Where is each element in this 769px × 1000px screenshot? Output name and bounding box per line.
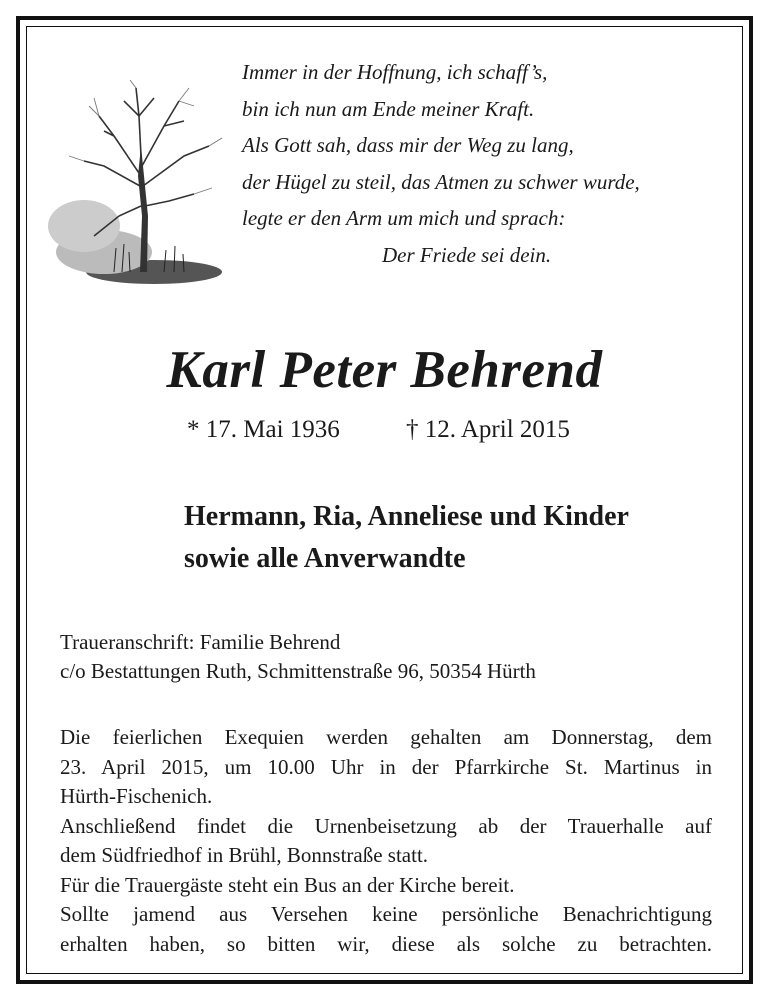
body-line: 23. April 2015, um 10.00 Uhr in der Pfarrkirche St. Martinus in (60, 754, 712, 779)
birth-date: * 17. Mai 1936 (187, 416, 340, 443)
poem-line: Der Friede sei dein. (382, 242, 552, 267)
body-line: Anschließend findet die Urnenbeisetzung ab der Trauerhalle auf (60, 813, 712, 838)
poem-line: bin ich nun am Ende meiner Kraft. (242, 96, 535, 121)
poem-line: Immer in der Hoffnung, ich schaff’s, (242, 60, 548, 84)
body-line: dem Südfriedhof in Brühl, Bonnstraße statt. (60, 843, 429, 867)
address-line: Traueranschrift: Familie Behrend (60, 630, 341, 654)
funeral-details (60, 723, 712, 959)
body-line: erhalten haben, so bitten wir, diese als solche zu betrachten. (60, 931, 712, 956)
mourners-line: sowie alle Anverwandte (184, 543, 466, 574)
tree-illustration (44, 76, 230, 302)
body-line: Die feierlichen Exequien werden gehalten am Donnerstag, dem (60, 725, 712, 749)
body-line: Sollte jamend aus Versehen keine persönliche Benachrichtigung (60, 902, 712, 926)
body-line: Hürth-Fischenich. (60, 784, 213, 808)
address-line: c/o Bestattungen Ruth, Schmittenstraße 96, 50354 Hürth (60, 659, 536, 683)
poem-line: der Hügel zu steil, das Atmen zu schwer wurde, (242, 169, 640, 194)
poem (242, 54, 640, 273)
poem-line: Als Gott sah, dass mir der Weg zu lang, (242, 133, 574, 157)
mourning-address (60, 628, 536, 686)
death-date: † 12. April 2015 (406, 416, 570, 443)
body-line: Für die Trauergäste steht ein Bus an der Kirche bereit. (60, 872, 515, 897)
poem-line: legte er den Arm um mich und sprach: (242, 206, 566, 230)
mourners-line: Hermann, Ria, Anneliese und Kinder (184, 501, 629, 532)
deceased-name: Karl Peter Behrend (166, 341, 603, 399)
mourners (184, 496, 629, 580)
